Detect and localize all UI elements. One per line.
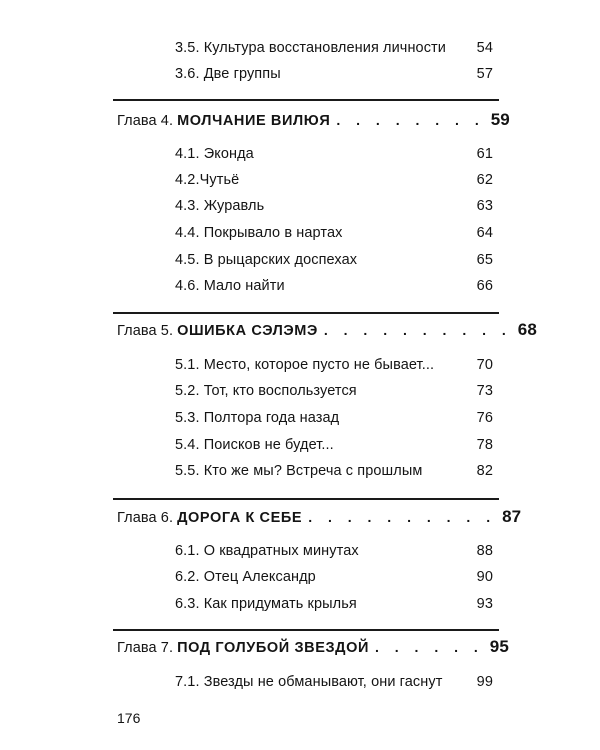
divider xyxy=(113,312,499,314)
toc-entry xyxy=(175,596,493,612)
toc-entry xyxy=(175,252,493,268)
entry-page: 78 xyxy=(476,437,493,453)
entry-page: 65 xyxy=(476,252,493,268)
chapter-prefix: Глава 5. xyxy=(117,323,174,339)
chapter-page: 68 xyxy=(517,320,537,339)
toc-entry xyxy=(175,410,493,426)
entry-title: 5.2. Тот, кто воспользуется xyxy=(175,383,357,399)
toc-entry xyxy=(175,172,493,188)
entry-title: 4.5. В рыцарских доспехах xyxy=(175,252,358,268)
toc-entry xyxy=(175,357,493,373)
entry-page: 82 xyxy=(476,463,493,479)
entry-page: 90 xyxy=(476,569,493,585)
divider xyxy=(113,498,499,500)
divider xyxy=(113,629,499,631)
toc-entry xyxy=(175,146,493,162)
divider xyxy=(113,99,499,101)
page-number: 176 xyxy=(117,710,141,726)
leader-dots: . . . . . . . . xyxy=(336,112,485,128)
toc-entry xyxy=(175,383,493,399)
entry-title: 3.5. Культура восстановления личности xyxy=(175,40,447,56)
entry-title: 4.3. Журавль xyxy=(175,198,265,214)
entry-page: 54 xyxy=(476,40,493,56)
chapter-page: 59 xyxy=(490,110,510,129)
chapter-prefix: Глава 6. xyxy=(117,510,174,526)
toc-entry xyxy=(175,225,493,241)
entry-page: 63 xyxy=(476,198,493,214)
chapter-heading xyxy=(117,637,509,657)
entry-title: 4.1. Эконда xyxy=(175,146,254,162)
leader-dots: . . . . . . . . . . xyxy=(323,322,512,338)
chapter-title: ПОД ГОЛУБОЙ ЗВЕЗДОЙ xyxy=(177,640,369,656)
entry-page: 66 xyxy=(476,278,493,294)
entry-page: 70 xyxy=(476,357,493,373)
toc-entry xyxy=(175,437,493,453)
chapter-title: ОШИБКА СЭЛЭМЭ xyxy=(177,323,318,339)
toc-entry xyxy=(175,674,493,690)
entry-title: 4.4. Покрывало в нартах xyxy=(175,225,343,241)
entry-page: 88 xyxy=(476,543,493,559)
entry-page: 76 xyxy=(476,410,493,426)
chapter-title: ДОРОГА К СЕБЕ xyxy=(177,510,303,526)
entry-title: 6.3. Как придумать крылья xyxy=(175,596,357,612)
leader-dots: . . . . . . . . . . xyxy=(308,509,497,525)
entry-page: 61 xyxy=(476,146,493,162)
entry-title: 4.2.Чутьё xyxy=(175,172,240,188)
chapter-page: 87 xyxy=(502,507,522,526)
chapter-page: 95 xyxy=(489,637,509,656)
entry-title: 5.3. Полтора года назад xyxy=(175,410,340,426)
entry-title: 3.6. Две группы xyxy=(175,66,281,82)
entry-page: 99 xyxy=(476,674,493,690)
chapter-heading xyxy=(117,507,522,527)
toc-entry xyxy=(175,198,493,214)
entry-title: 7.1. Звезды не обманывают, они гаснут xyxy=(175,674,443,690)
toc-entry xyxy=(175,543,493,559)
entry-title: 4.6. Мало найти xyxy=(175,278,285,294)
entry-title: 5.4. Поисков не будет... xyxy=(175,437,334,453)
entry-page: 64 xyxy=(476,225,493,241)
chapter-heading xyxy=(117,110,510,130)
leader-dots: . . . . . . xyxy=(375,639,484,655)
chapter-heading xyxy=(117,320,537,340)
chapter-prefix: Глава 7. xyxy=(117,640,174,656)
entry-title: 6.2. Отец Александр xyxy=(175,569,316,585)
toc-entry xyxy=(175,40,493,56)
entry-title: 6.1. О квадратных минутах xyxy=(175,543,359,559)
entry-title: 5.1. Место, которое пусто не бывает... xyxy=(175,357,435,373)
entry-page: 73 xyxy=(476,383,493,399)
toc-entry xyxy=(175,463,493,479)
entry-page: 93 xyxy=(476,596,493,612)
chapter-prefix: Глава 4. xyxy=(117,113,174,129)
entry-page: 62 xyxy=(476,172,493,188)
entry-page: 57 xyxy=(476,66,493,82)
chapter-title: МОЛЧАНИЕ ВИЛЮЯ xyxy=(177,113,331,129)
toc-entry xyxy=(175,66,493,82)
toc-entry xyxy=(175,569,493,585)
entry-title: 5.5. Кто же мы? Встреча с прошлым xyxy=(175,463,423,479)
toc-entry xyxy=(175,278,493,294)
